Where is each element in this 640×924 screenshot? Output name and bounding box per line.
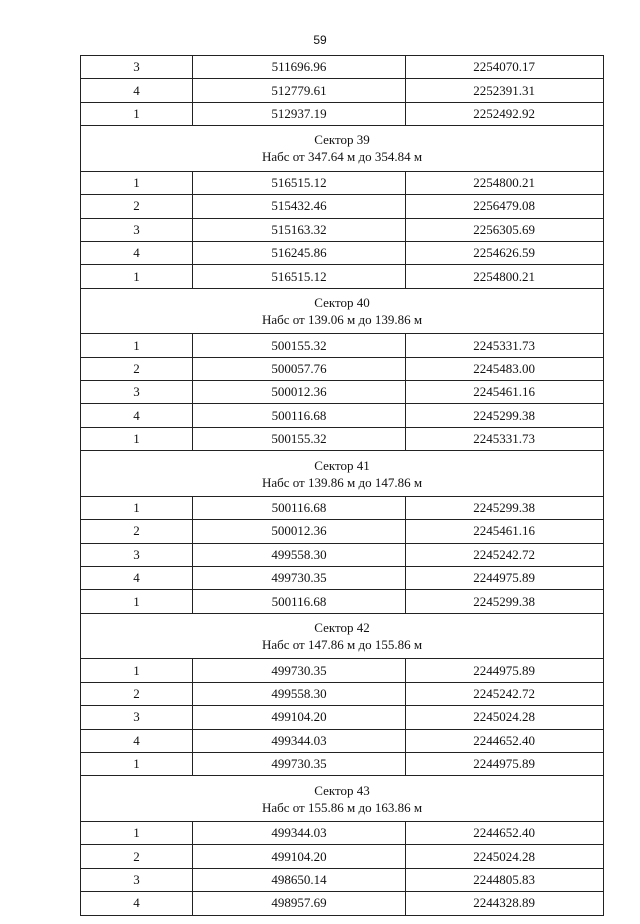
point-number-cell: 4: [81, 729, 193, 752]
table-row: [81, 171, 604, 194]
y-coordinate-cell: 2244975.89: [406, 752, 604, 775]
y-coordinate-cell: 2245299.38: [406, 496, 604, 519]
y-coordinate-cell: 2245461.16: [406, 381, 604, 404]
x-coordinate-cell: 515432.46: [193, 195, 406, 218]
table-row: [81, 56, 604, 79]
point-number-cell: 3: [81, 543, 193, 566]
table-row: [81, 102, 604, 125]
x-coordinate-cell: 499344.03: [193, 729, 406, 752]
x-coordinate-cell: 511696.96: [193, 56, 406, 79]
table-row: [81, 543, 604, 566]
sector-header: [81, 288, 604, 334]
point-number-cell: 1: [81, 265, 193, 288]
point-number-cell: 1: [81, 496, 193, 519]
point-number-cell: 3: [81, 218, 193, 241]
x-coordinate-cell: 516515.12: [193, 171, 406, 194]
sector-title: Сектор 42: [314, 620, 370, 636]
y-coordinate-cell: 2244805.83: [406, 868, 604, 891]
sector-header: [81, 126, 604, 172]
y-coordinate-cell: 2245483.00: [406, 357, 604, 380]
sector-header-row: [81, 613, 604, 659]
x-coordinate-cell: 500155.32: [193, 427, 406, 450]
table-row: [81, 590, 604, 613]
table-row: [81, 821, 604, 844]
y-coordinate-cell: 2245242.72: [406, 682, 604, 705]
coordinates-table: [80, 55, 604, 916]
y-coordinate-cell: 2256305.69: [406, 218, 604, 241]
y-coordinate-cell: 2245024.28: [406, 706, 604, 729]
table-row: [81, 659, 604, 682]
point-number-cell: 1: [81, 590, 193, 613]
y-coordinate-cell: 2244975.89: [406, 567, 604, 590]
x-coordinate-cell: 500012.36: [193, 520, 406, 543]
sector-header-row: [81, 451, 604, 497]
x-coordinate-cell: 500116.68: [193, 404, 406, 427]
x-coordinate-cell: 512779.61: [193, 79, 406, 102]
point-number-cell: 3: [81, 868, 193, 891]
point-number-cell: 4: [81, 567, 193, 590]
x-coordinate-cell: 499730.35: [193, 659, 406, 682]
x-coordinate-cell: 498650.14: [193, 868, 406, 891]
sector-header: [81, 451, 604, 497]
point-number-cell: 4: [81, 404, 193, 427]
table-row: [81, 79, 604, 102]
y-coordinate-cell: 2245242.72: [406, 543, 604, 566]
point-number-cell: 4: [81, 892, 193, 915]
x-coordinate-cell: 498957.69: [193, 892, 406, 915]
sector-header-row: [81, 288, 604, 334]
point-number-cell: 1: [81, 752, 193, 775]
sector-title: Сектор 41: [314, 457, 370, 473]
x-coordinate-cell: 500057.76: [193, 357, 406, 380]
table-row: [81, 195, 604, 218]
point-number-cell: 4: [81, 241, 193, 264]
x-coordinate-cell: 515163.32: [193, 218, 406, 241]
point-number-cell: 2: [81, 682, 193, 705]
sector-header: [81, 613, 604, 659]
y-coordinate-cell: 2244975.89: [406, 659, 604, 682]
y-coordinate-cell: 2245461.16: [406, 520, 604, 543]
point-number-cell: 1: [81, 102, 193, 125]
y-coordinate-cell: 2254800.21: [406, 171, 604, 194]
sector-height-range: Набс от 139.06 м до 139.86 м: [261, 312, 423, 328]
x-coordinate-cell: 499558.30: [193, 543, 406, 566]
x-coordinate-cell: 500012.36: [193, 381, 406, 404]
table-row: [81, 752, 604, 775]
sector-height-range: Набс от 155.86 м до 163.86 м: [261, 799, 423, 815]
y-coordinate-cell: 2245299.38: [406, 590, 604, 613]
x-coordinate-cell: 500116.68: [193, 496, 406, 519]
sector-header-row: [81, 776, 604, 822]
x-coordinate-cell: 516245.86: [193, 241, 406, 264]
table-row: [81, 265, 604, 288]
y-coordinate-cell: 2244652.40: [406, 729, 604, 752]
x-coordinate-cell: 499104.20: [193, 845, 406, 868]
y-coordinate-cell: 2244328.89: [406, 892, 604, 915]
x-coordinate-cell: 500116.68: [193, 590, 406, 613]
y-coordinate-cell: 2245331.73: [406, 427, 604, 450]
sector-height-range: Набс от 147.86 м до 155.86 м: [261, 637, 423, 653]
point-number-cell: 4: [81, 79, 193, 102]
x-coordinate-cell: 499344.03: [193, 821, 406, 844]
x-coordinate-cell: 499558.30: [193, 682, 406, 705]
point-number-cell: 3: [81, 381, 193, 404]
sector-title: Сектор 39: [314, 132, 370, 148]
x-coordinate-cell: 499730.35: [193, 567, 406, 590]
point-number-cell: 2: [81, 357, 193, 380]
sector-header-row: [81, 126, 604, 172]
y-coordinate-cell: 2254070.17: [406, 56, 604, 79]
table-row: [81, 682, 604, 705]
point-number-cell: 1: [81, 659, 193, 682]
y-coordinate-cell: 2256479.08: [406, 195, 604, 218]
coordinates-table-body: [81, 56, 604, 916]
y-coordinate-cell: 2254626.59: [406, 241, 604, 264]
table-row: [81, 729, 604, 752]
x-coordinate-cell: 516515.12: [193, 265, 406, 288]
x-coordinate-cell: 499104.20: [193, 706, 406, 729]
table-row: [81, 381, 604, 404]
table-row: [81, 404, 604, 427]
point-number-cell: 3: [81, 706, 193, 729]
table-row: [81, 496, 604, 519]
sector-height-range: Набс от 139.86 м до 147.86 м: [261, 474, 423, 490]
x-coordinate-cell: 512937.19: [193, 102, 406, 125]
y-coordinate-cell: 2245331.73: [406, 334, 604, 357]
y-coordinate-cell: 2245299.38: [406, 404, 604, 427]
point-number-cell: 1: [81, 821, 193, 844]
table-row: [81, 334, 604, 357]
sector-title: Сектор 40: [314, 295, 370, 311]
table-row: [81, 241, 604, 264]
y-coordinate-cell: 2254800.21: [406, 265, 604, 288]
table-row: [81, 520, 604, 543]
y-coordinate-cell: 2244652.40: [406, 821, 604, 844]
point-number-cell: 1: [81, 427, 193, 450]
y-coordinate-cell: 2245024.28: [406, 845, 604, 868]
table-row: [81, 357, 604, 380]
table-row: [81, 706, 604, 729]
point-number-cell: 1: [81, 334, 193, 357]
point-number-cell: 3: [81, 56, 193, 79]
y-coordinate-cell: 2252492.92: [406, 102, 604, 125]
point-number-cell: 2: [81, 845, 193, 868]
page-number: 59: [313, 33, 327, 47]
sector-header: [81, 776, 604, 822]
table-row: [81, 845, 604, 868]
y-coordinate-cell: 2252391.31: [406, 79, 604, 102]
point-number-cell: 1: [81, 171, 193, 194]
table-row: [81, 892, 604, 915]
x-coordinate-cell: 500155.32: [193, 334, 406, 357]
sector-height-range: Набс от 347.64 м до 354.84 м: [261, 149, 423, 165]
point-number-cell: 2: [81, 195, 193, 218]
table-row: [81, 218, 604, 241]
sector-title: Сектор 43: [314, 782, 370, 798]
table-row: [81, 427, 604, 450]
table-row: [81, 868, 604, 891]
point-number-cell: 2: [81, 520, 193, 543]
table-row: [81, 567, 604, 590]
x-coordinate-cell: 499730.35: [193, 752, 406, 775]
